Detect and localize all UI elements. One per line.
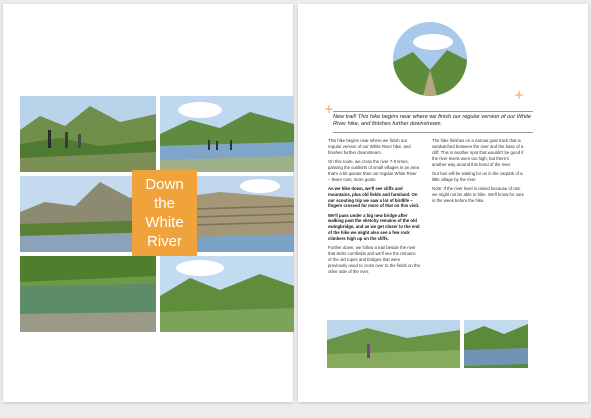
photo-river-crossing [160, 96, 294, 172]
paragraph: We'll pass under a big new bridge after walking past the sketchy remains of the old swingbridge, and as we get closer to the end of the hike we might also see a few rock climbers high up on the cliffs. [328, 212, 420, 242]
text-column-2 [432, 138, 524, 207]
title-line: the [154, 195, 175, 212]
photo-valley-trail [160, 256, 294, 332]
paragraph: The hike finishes on a narrow goat track that is sandwiched between the river and the base of a cliff. This is another spot that wouldn't be good if the river levels were too high, but there's another way around this bend of the river. [432, 138, 524, 167]
photo-hiker-meadow [327, 320, 460, 368]
paragraph: Our bus will be waiting for us in the carpark of a little village by the river. [432, 170, 523, 182]
paragraph: As we hike down, we'll see cliffs and mountains, plus old fields and farmland. On our scouting trip we saw a lot of birdlife – fingers crossed for more of that on this visit. [328, 185, 420, 209]
photo-hikers-trail [20, 96, 156, 172]
paragraph: Further down, we follow a trail beside the river that skirts cornfields and we'll see the remains of the old ropes and bridges that were previously used to cross over to the fields on the other side of the river. [328, 245, 420, 274]
text-column-1 [328, 138, 420, 278]
title-block [132, 170, 197, 256]
title-line: Down [145, 176, 184, 193]
title-line: White [145, 214, 184, 231]
paragraph: This hike begins near where we finish our regular version of our White River hike, and finishes further downstream. [328, 138, 411, 155]
plus-icon: + [324, 102, 335, 116]
circle-photo-valley [393, 22, 467, 96]
photo-hillside-pond [464, 320, 528, 368]
paragraph: Note: If the river level is raised because of rain we might not be able to hike. We'll know for sure in the week before the hike. [432, 185, 524, 203]
paragraph: On this route, we cross the river 7-8 times, passing the outskirts of small villages in an area that's a bit quieter than our regular White River – fewer cars, more goats. [328, 158, 419, 182]
title-line: River [146, 233, 182, 250]
intro-text: New trail! This hike begins near where we finish our regular version of our White River hike, and finishes further downstream. [333, 111, 533, 133]
plus-icon: + [514, 88, 525, 102]
photo-river-pool [20, 256, 156, 332]
